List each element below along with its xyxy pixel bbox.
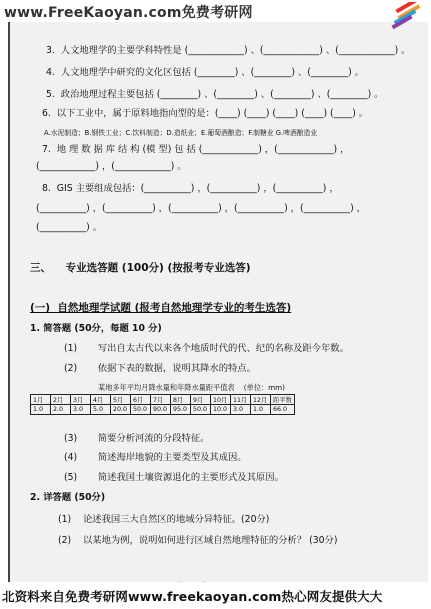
table-header-cell: 9月	[191, 395, 211, 405]
question-4: 4. 人文地理学中研究的文化区包括 (________) 、(________) 、(________) 。	[46, 67, 364, 78]
table-caption: 某地多年平均月降水量和年降水量距平值表 (单位：mm)	[98, 383, 285, 392]
table-value-cell: 2.0	[51, 405, 71, 415]
table-header-cell: 距平数	[271, 395, 295, 405]
table-value-cell: 1.0	[31, 405, 51, 415]
watermark-header	[0, 0, 431, 22]
short-question-1: (1) 写出自太古代以来各个地质时代的代、纪的名称及距今年数。	[64, 343, 349, 354]
question-6: 6. 以下工业中，属于原料地指向型的是：(____) (____) (____) (____) (____) 。	[42, 108, 369, 119]
table-header-row	[31, 395, 295, 405]
table-header-cell: 12月	[251, 395, 271, 405]
table-value-cell: 5.0	[91, 405, 111, 415]
essay-question-1: (1) 论述我国三大自然区的地域分异特征。(20分)	[58, 514, 270, 525]
table-header-cell: 1月	[31, 395, 51, 405]
short-question-3: (3) 简要分析河流的分段特征。	[64, 433, 210, 444]
watermark-footer	[0, 582, 431, 609]
site-logo-icon	[387, 2, 425, 30]
question-6-options: A.水泥制造；B.钢铁工业；C.饮料制造；D.造纸业；E.葡萄酒酿造；F.制糖业 G.啤酒酿造业	[44, 129, 318, 137]
short-question-4: (4) 简述海岸地貌的主要类型及其成因。	[64, 452, 247, 463]
table-value-row	[31, 405, 295, 415]
table-header-cell: 2月	[51, 395, 71, 405]
section-3-title: 三、 专业选答题 (100分) (按报考专业选答)	[30, 262, 251, 274]
short-answer-title: 1. 简答题 (50分，每题 10 分)	[30, 323, 162, 334]
question-8-line1: 8. GIS 主要组成包括：(__________) ，(__________) ，(__________) ，	[42, 183, 339, 194]
table-value-cell: 1.0	[251, 405, 271, 415]
table-value-cell: 20.0	[111, 405, 131, 415]
table-header-cell: 11月	[231, 395, 251, 405]
natural-geography-subtitle: (一) 自然地理学试题 (报考自然地理学专业的考生选答)	[30, 302, 292, 314]
table-header-cell: 6月	[131, 395, 151, 405]
site-watermark: www.FreeKaoyan.com免费考研网	[4, 5, 253, 21]
question-7-line2: (____________) ，(____________) 。	[36, 161, 187, 172]
table-value-cell: 90.0	[151, 405, 171, 415]
table-value-cell: 50.0	[131, 405, 151, 415]
table-header-cell: 3月	[71, 395, 91, 405]
table-value-cell: 3.0	[231, 405, 251, 415]
table-header-cell: 10月	[211, 395, 231, 405]
question-7-line1: 7. 地 理 数 据 库 结 构 (模 型) 包 括 (____________) ，(____________) ，	[42, 144, 350, 155]
question-8-line2: (__________) ，(__________) ，(__________) ，(__________) ，(__________) ，	[36, 203, 366, 214]
table-value-cell: 50.0	[191, 405, 211, 415]
table-header-cell: 8月	[171, 395, 191, 405]
table-value-cell: 66.0	[271, 405, 295, 415]
question-3: 3. 人文地理学的主要学科特性是 (____________) 、(____________) 、(____________) 。	[46, 45, 411, 56]
short-question-2: (2) 依据下表的数据，说明其降水的特点。	[64, 363, 256, 374]
rainfall-table	[30, 394, 295, 415]
question-8-line3: (__________) 。	[36, 222, 102, 233]
footer-watermark: 北资料来自免费考研网www.freekaoyan.com热心网友提供大大	[2, 589, 383, 604]
table-header-cell: 4月	[91, 395, 111, 405]
table-value-cell: 10.0	[211, 405, 231, 415]
table-value-cell: 95.0	[171, 405, 191, 415]
short-question-5: (5) 简述我国土壤资源退化的主要形式及其原因。	[64, 472, 284, 483]
table-value-cell: 3.0	[71, 405, 91, 415]
question-5: 5. 政治地理过程主要包括 (________) 、(________) 、(________) 、(________) 。	[46, 89, 384, 100]
table-header-cell: 5月	[111, 395, 131, 405]
essay-title: 2. 详答题 (50分)	[30, 492, 106, 503]
table-header-cell: 7月	[151, 395, 171, 405]
essay-question-2: (2) 以某地为例，说明如何进行区域自然地理特征的分析？ (30分)	[58, 535, 338, 546]
